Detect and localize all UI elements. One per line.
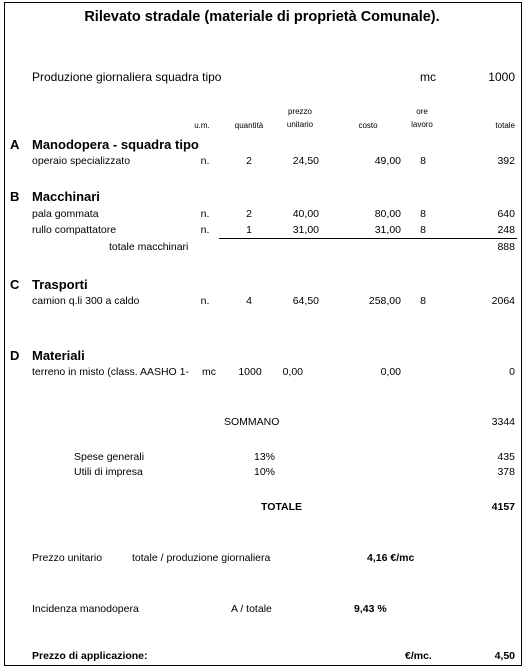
production-value: 1000 xyxy=(488,70,515,84)
header-prezzo-2: unitario xyxy=(286,120,314,129)
row-um: n. xyxy=(200,208,210,220)
row-cost: 258,00 xyxy=(368,295,401,307)
utili-label: Utili di impresa xyxy=(74,466,143,478)
row-total: 392 xyxy=(497,155,515,167)
section-b-title: Macchinari xyxy=(32,189,100,204)
unit-price-label: Prezzo unitario xyxy=(32,552,103,564)
row-quantity: 1 xyxy=(246,224,252,236)
sommano-value: 3344 xyxy=(491,416,515,428)
header-totale: totale xyxy=(495,121,515,130)
subtotal-label: totale macchinari xyxy=(109,241,189,253)
row-hours: 8 xyxy=(420,208,426,220)
labor-share-formula: A / totale xyxy=(231,603,272,615)
row-total: 640 xyxy=(497,208,515,220)
row-total: 0 xyxy=(509,366,515,378)
labor-share-value: 9,43 % xyxy=(354,603,387,615)
header-quantita: quantità xyxy=(234,121,264,130)
production-unit: mc xyxy=(420,70,436,84)
row-quantity: 2 xyxy=(246,208,252,220)
totale-label: TOTALE xyxy=(261,501,303,513)
row-hours: 8 xyxy=(420,295,426,307)
row-hours: 8 xyxy=(420,224,426,236)
application-price-value: 4,50 xyxy=(494,650,515,662)
row-total: 248 xyxy=(497,224,515,236)
row-um: n. xyxy=(200,224,210,236)
row-unit-price: 64,50 xyxy=(292,295,319,307)
utili-percent: 10% xyxy=(253,466,275,478)
unit-price-value: 4,16 €/mc xyxy=(367,552,415,564)
row-description: rullo compattatore xyxy=(32,224,117,236)
section-a-title: Manodopera - squadra tipo xyxy=(32,137,199,152)
spese-value: 435 xyxy=(497,451,515,463)
section-d-title: Materiali xyxy=(32,348,85,363)
section-d-letter: D xyxy=(10,348,20,363)
section-b-letter: B xyxy=(10,189,20,204)
application-price-label: Prezzo di applicazione: xyxy=(32,650,148,662)
labor-share-label: Incidenza manodopera xyxy=(32,603,139,615)
row-quantity: 1000 xyxy=(238,366,262,378)
utili-value: 378 xyxy=(497,466,515,478)
sommano-label: SOMMANO xyxy=(224,416,280,428)
sheet-title: Rilevato stradale (materiale di proprietà Comunale). xyxy=(84,9,440,25)
row-cost: 0,00 xyxy=(380,366,401,378)
row-cost: 80,00 xyxy=(374,208,401,220)
spese-percent: 13% xyxy=(253,451,275,463)
section-a-letter: A xyxy=(10,137,20,152)
header-ore-1: ore xyxy=(416,107,428,116)
row-hours: 8 xyxy=(420,155,426,167)
unit-price-formula: totale / produzione giornaliera xyxy=(132,552,271,564)
header-prezzo-1: prezzo xyxy=(287,107,312,116)
row-unit-price: 31,00 xyxy=(292,224,319,236)
row-um: n. xyxy=(200,155,210,167)
row-cost: 49,00 xyxy=(374,155,401,167)
header-ore-2: lavoro xyxy=(411,120,433,129)
spese-label: Spese generali xyxy=(74,451,145,463)
row-um: mc xyxy=(202,366,216,378)
production-label: Produzione giornaliera squadra tipo xyxy=(32,70,222,84)
totale-value: 4157 xyxy=(491,501,515,513)
row-unit-price: 24,50 xyxy=(292,155,319,167)
header-costo: costo xyxy=(358,121,378,130)
row-total: 2064 xyxy=(491,295,515,307)
header-um: u.m. xyxy=(194,121,210,130)
row-unit-price: 40,00 xyxy=(292,208,319,220)
section-c-title: Trasporti xyxy=(32,277,88,292)
row-quantity: 2 xyxy=(246,155,252,167)
row-description: camion q.li 300 a caldo xyxy=(32,295,140,307)
subtotal-divider xyxy=(219,238,517,239)
row-description: pala gommata xyxy=(32,208,99,220)
subtotal-value: 888 xyxy=(497,241,515,253)
application-price-unit: €/mc. xyxy=(405,650,432,662)
row-description: operaio specializzato xyxy=(32,155,131,167)
cost-analysis-sheet xyxy=(4,2,522,666)
row-description: terreno in misto (class. AASHO 1- xyxy=(32,366,189,378)
row-unit-price: 0,00 xyxy=(282,366,303,378)
row-cost: 31,00 xyxy=(374,224,401,236)
row-quantity: 4 xyxy=(246,295,252,307)
row-um: n. xyxy=(200,295,210,307)
section-c-letter: C xyxy=(10,277,20,292)
